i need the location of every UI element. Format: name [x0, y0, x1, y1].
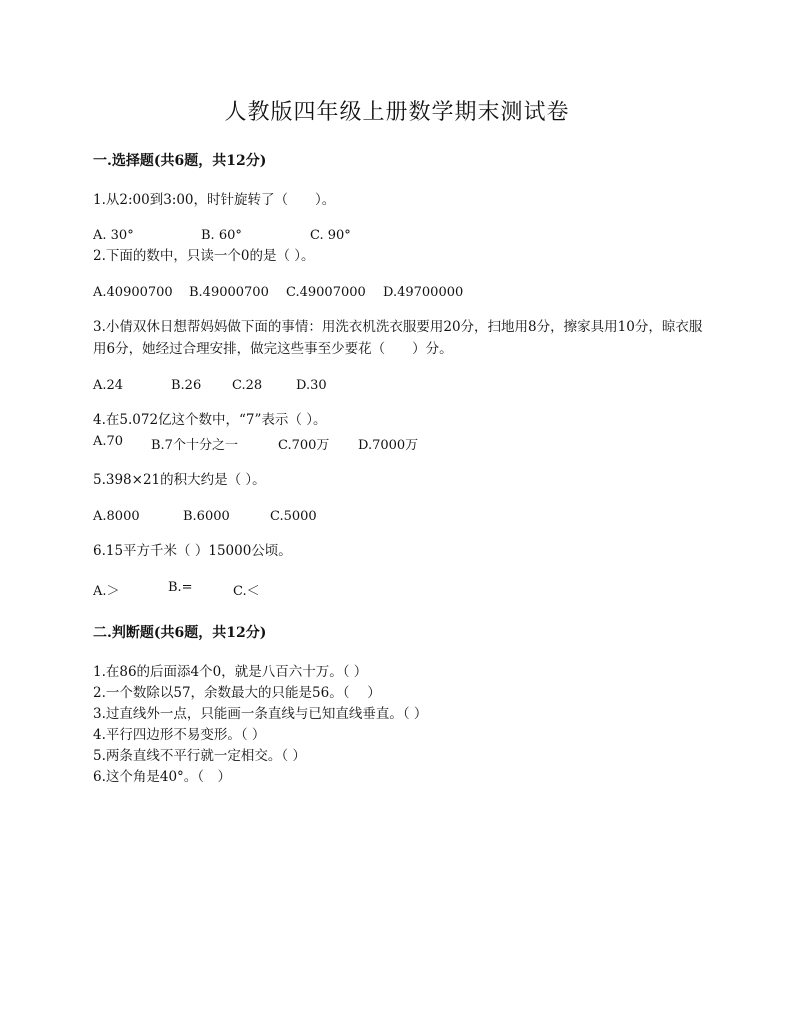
judge-item-2: 2.一个数除以57，余数最大的只能是56。（ ）: [93, 685, 381, 701]
judge-item-6: 6.这个角是40°。（ ）: [93, 769, 232, 785]
question-4-option-d: D.7000万: [358, 438, 419, 453]
question-1-option-b: B. 60°: [201, 228, 242, 243]
judge-item-4: 4.平行四边形不易变形。（ ）: [93, 727, 266, 743]
section-heading-judge: 二.判断题(共6题，共12分): [93, 625, 267, 641]
question-4-option-a: A.70: [93, 434, 124, 449]
question-5-option-c: C.5000: [270, 509, 317, 524]
judge-item-3: 3.过直线外一点，只能画一条直线与已知直线垂直。（ ）: [93, 706, 428, 722]
question-2-option-d: D.49700000: [383, 285, 464, 300]
question-2-text: 2.下面的数中，只读一个0的是（ ）。: [93, 248, 315, 264]
question-6-option-b: B.=: [168, 580, 193, 595]
question-3-option-c: C.28: [232, 378, 263, 393]
judge-item-1: 1.在86的后面添4个0，就是八百六十万。（ ）: [93, 664, 368, 680]
question-6-text: 6.15平方千米（ ）15000公顷。: [93, 543, 292, 559]
question-3-option-a: A.24: [93, 378, 124, 393]
question-3-option-d: D.30: [296, 378, 327, 393]
question-3-text: 3.小倩双休日想帮妈妈做下面的事情：用洗衣机洗衣服要用20分，扫地用8分，擦家具用10分，晾衣服用6分，她经过合理安排，做完这些事至少要花（ ）分。: [93, 319, 703, 357]
question-2-option-c: C.49007000: [286, 285, 366, 300]
question-6-option-a: A.＞: [93, 584, 120, 599]
question-4-option-b: B.7个十分之一: [151, 438, 238, 453]
section-heading-choice: 一.选择题(共6题，共12分): [93, 153, 267, 169]
question-1-option-a: A. 30°: [93, 228, 134, 243]
page-title: 人教版四年级上册数学期末测试卷: [224, 100, 570, 125]
question-2-option-a: A.40900700: [93, 285, 173, 300]
question-5-text: 5.398×21的积大约是（ ）。: [93, 472, 266, 488]
question-4-option-c: C.700万: [278, 438, 330, 453]
question-3-option-b: B.26: [171, 378, 202, 393]
judge-item-5: 5.两条直线不平行就一定相交。（ ）: [93, 748, 306, 764]
question-6-option-c: C.＜: [233, 584, 260, 599]
question-5-option-b: B.6000: [183, 509, 230, 524]
question-1-option-c: C. 90°: [310, 228, 351, 243]
question-1-text: 1.从2:00到3:00，时针旋转了（ ）。: [93, 192, 336, 208]
question-2-option-b: B.49000700: [189, 285, 269, 300]
question-4-text: 4.在5.072亿这个数中，“7”表示（ ）。: [93, 412, 327, 428]
question-5-option-a: A.8000: [93, 509, 140, 524]
